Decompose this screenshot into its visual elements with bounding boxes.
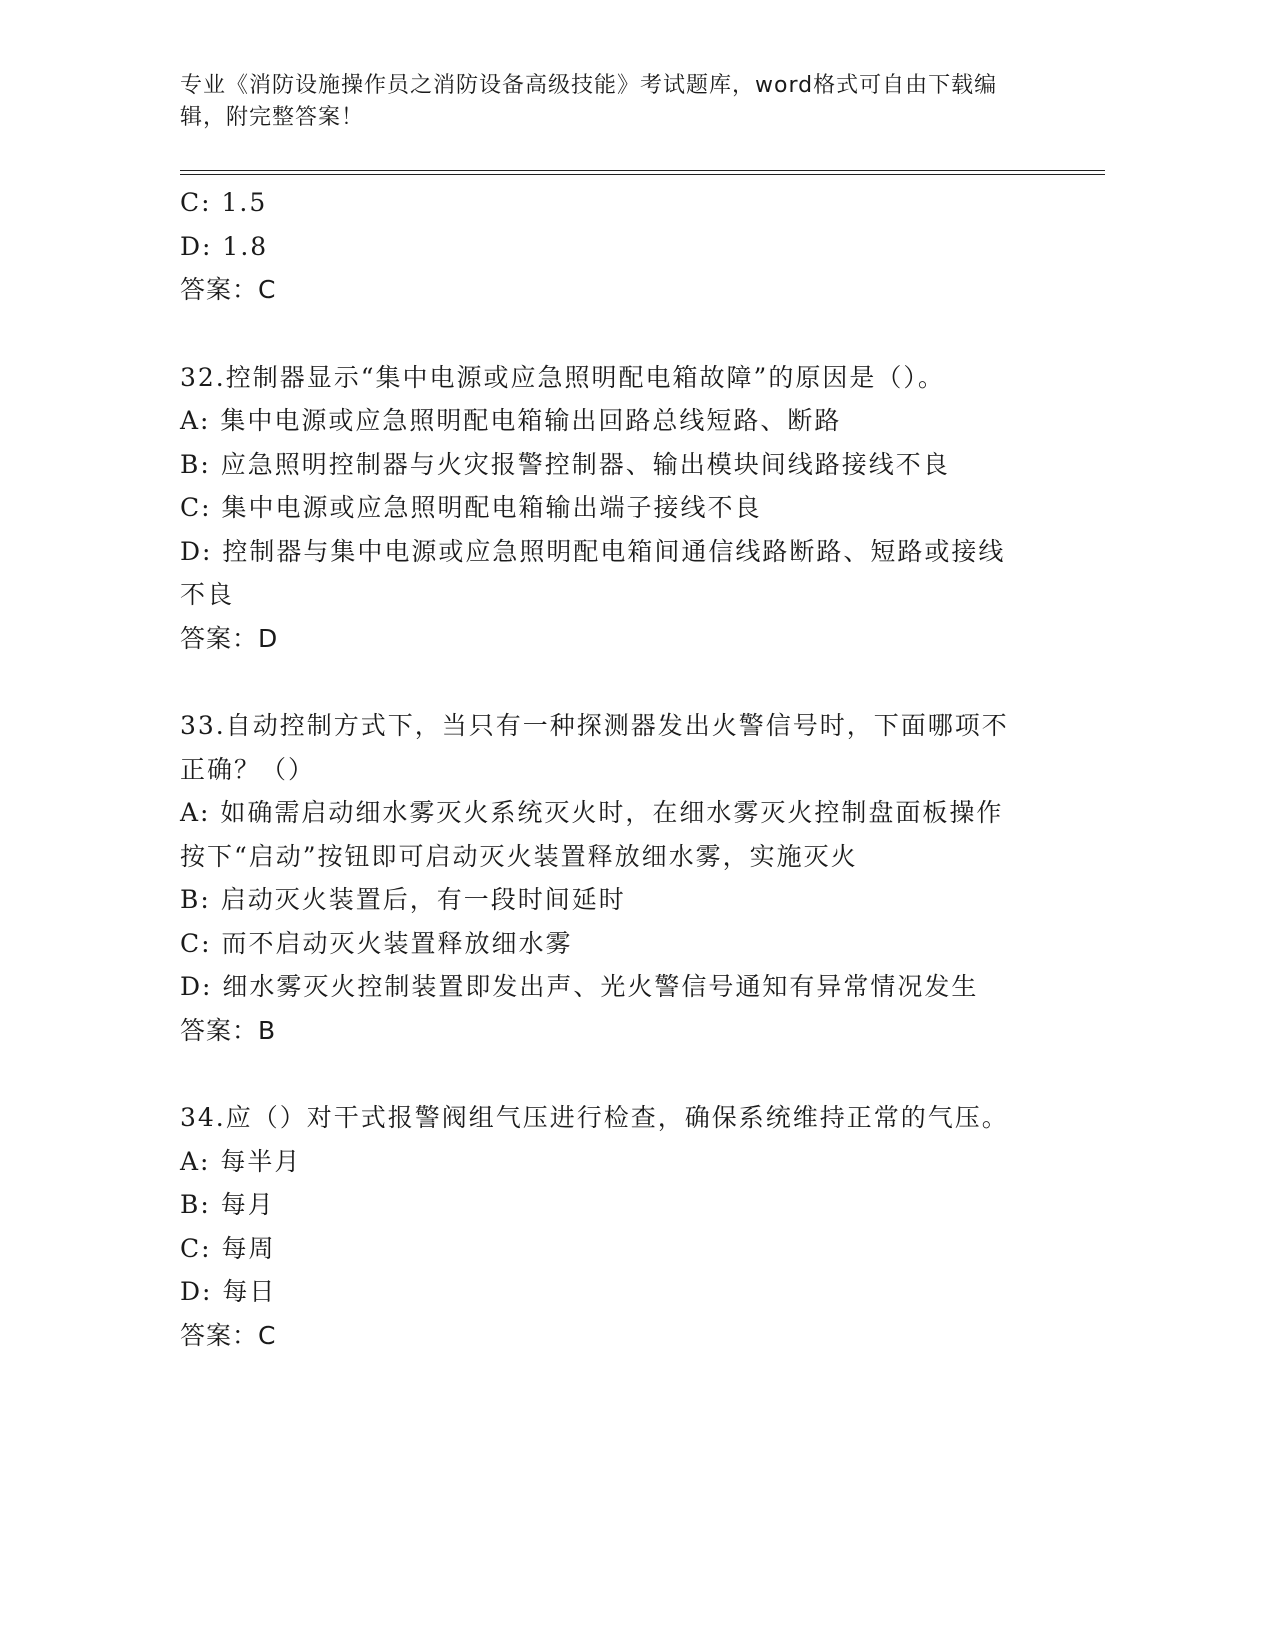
- option-a: A: 每半月: [180, 1146, 302, 1176]
- option-d: D: 1.8: [180, 231, 269, 261]
- option-d: D: 控制器与集中电源或应急照明配电箱间通信线路断路、短路或接线: [180, 536, 1006, 566]
- option-c: C: 每周: [180, 1233, 276, 1263]
- question-stem: 33.自动控制方式下，当只有一种探测器发出火警信号时，下面哪项不: [180, 711, 1009, 740]
- document-header: [180, 70, 1080, 134]
- option-d: D: 细水雾灭火控制装置即发出声、光火警信号通知有异常情况发生: [180, 972, 979, 1001]
- option-a: A: 集中电源或应急照明配电箱输出回路总线短路、断路: [180, 406, 842, 435]
- answer-line: 答案：B: [180, 1015, 277, 1045]
- option-b: B: 启动灭火装置后，有一段时间延时: [180, 885, 626, 914]
- option-b: B: 应急照明控制器与火灾报警控制器、输出模块间线路接线不良: [180, 449, 950, 479]
- question-content: [180, 181, 1040, 1357]
- spacer: [180, 660, 1040, 704]
- answer-line: 答案：C: [180, 1320, 277, 1350]
- spacer: [180, 312, 1040, 356]
- option-b: B: 每月: [180, 1190, 275, 1219]
- header-divider-top: [180, 170, 1105, 171]
- answer-line: 答案：D: [180, 623, 279, 653]
- question-32: [180, 356, 1040, 661]
- question-stem: 34.应（）对干式报警阀组气压进行检查，确保系统维持正常的气压。: [180, 1103, 1009, 1132]
- spacer: [180, 1052, 1040, 1096]
- option-c: C: 1.5: [180, 188, 268, 217]
- question-34: [180, 1096, 1040, 1357]
- option-c: C: 而不启动灭火装置释放细水雾: [180, 928, 573, 958]
- question-33: [180, 704, 1040, 1052]
- option-a: A: 如确需启动细水雾灭火系统灭火时，在细水雾灭火控制盘面板操作: [180, 798, 1004, 827]
- question-stem-continued: 正确？（）: [180, 754, 316, 784]
- header-divider-bottom: [180, 174, 1105, 175]
- answer-line: 答案：C: [180, 275, 277, 304]
- header-line-2: 辑，附完整答案！: [180, 105, 365, 130]
- option-a-continued: 按下“启动”按钮即可启动灭火装置释放细水雾，实施灭火: [180, 841, 858, 871]
- option-d: D: 每日: [180, 1277, 277, 1306]
- header-line-1: 专业《消防设施操作员之消防设备高级技能》考试题库，word格式可自由下载编: [180, 73, 998, 98]
- previous-question-tail: [180, 181, 1040, 312]
- option-c: C: 集中电源或应急照明配电箱输出端子接线不良: [180, 493, 762, 522]
- question-stem: 32.控制器显示“集中电源或应急照明配电箱故障”的原因是（）。: [180, 362, 945, 392]
- option-d-continued: 不良: [180, 580, 235, 609]
